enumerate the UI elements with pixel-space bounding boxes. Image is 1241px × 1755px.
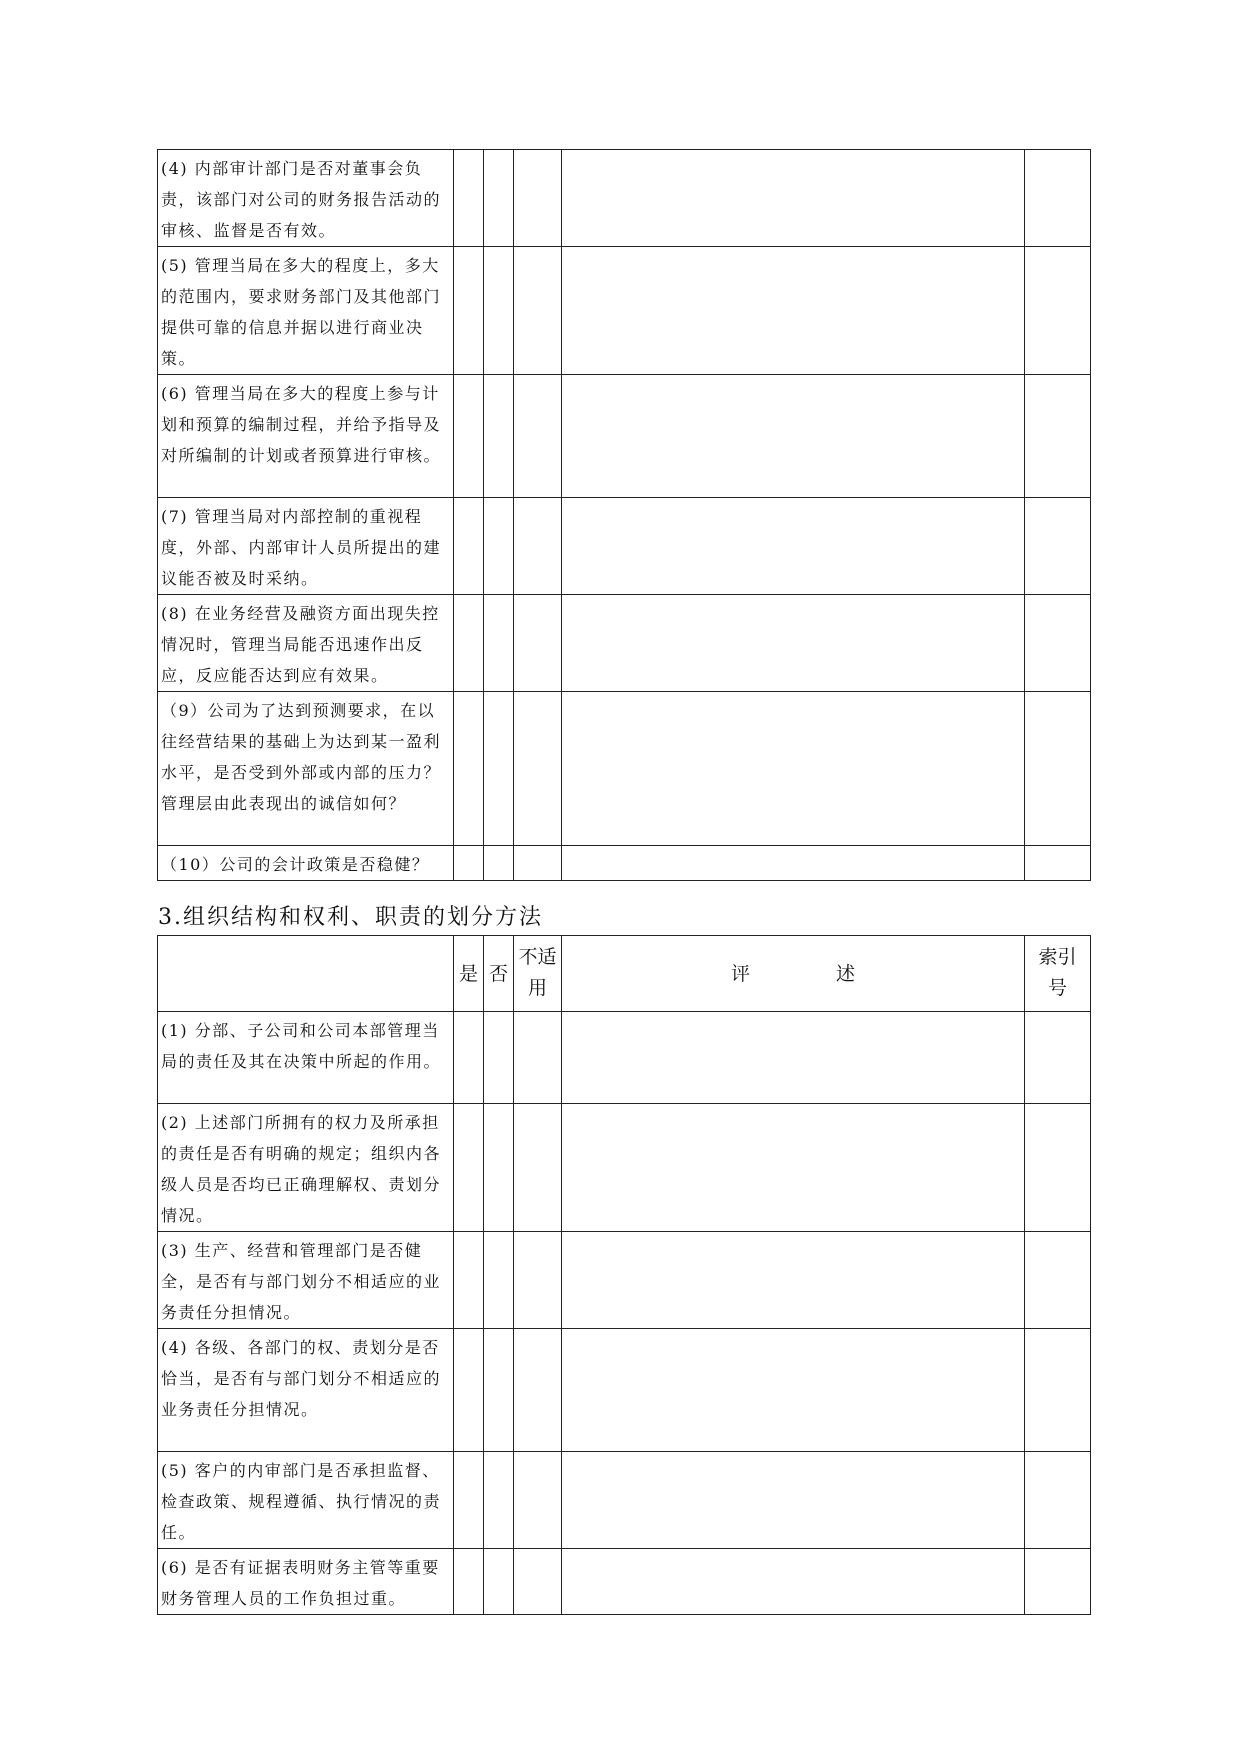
yes-cell[interactable] (454, 1012, 484, 1104)
na-cell[interactable] (514, 1232, 562, 1329)
yes-cell[interactable] (454, 498, 484, 595)
no-cell[interactable] (484, 595, 514, 692)
table-row (158, 846, 1091, 881)
header-row (158, 936, 1091, 1012)
control-checklist-table-1 (157, 149, 1091, 881)
index-cell[interactable] (1025, 1452, 1091, 1549)
yes-cell[interactable] (454, 1104, 484, 1232)
table-row (158, 1012, 1091, 1104)
yes-cell[interactable] (454, 1452, 484, 1549)
index-cell[interactable] (1025, 375, 1091, 498)
yes-cell[interactable] (454, 692, 484, 846)
comment-cell[interactable] (562, 1232, 1025, 1329)
comment-cell[interactable] (562, 692, 1025, 846)
yes-cell[interactable] (454, 247, 484, 375)
index-cell[interactable] (1025, 150, 1091, 247)
comment-header-label: 评 述 (730, 962, 896, 985)
yes-header: 是 (454, 936, 484, 1012)
index-cell[interactable] (1025, 1012, 1091, 1104)
index-cell[interactable] (1025, 1329, 1091, 1452)
no-cell[interactable] (484, 1452, 514, 1549)
na-cell[interactable] (514, 1104, 562, 1232)
comment-cell[interactable] (562, 1549, 1025, 1615)
question-header (158, 936, 454, 1012)
comment-cell[interactable] (562, 498, 1025, 595)
question-cell: (6) 是否有证据表明财务主管等重要财务管理人员的工作负担过重。 (158, 1549, 454, 1615)
no-cell[interactable] (484, 1104, 514, 1232)
table-row (158, 498, 1091, 595)
index-cell[interactable] (1025, 1104, 1091, 1232)
question-cell: (8) 在业务经营及融资方面出现失控情况时，管理当局能否迅速作出反应，反应能否达到应有效果。 (158, 595, 454, 692)
question-cell: （10）公司的会计政策是否稳健？ (158, 846, 454, 881)
index-cell[interactable] (1025, 1232, 1091, 1329)
index-cell[interactable] (1025, 595, 1091, 692)
na-cell[interactable] (514, 595, 562, 692)
yes-cell[interactable] (454, 1329, 484, 1452)
question-cell: (7) 管理当局对内部控制的重视程度，外部、内部审计人员所提出的建议能否被及时采纳。 (158, 498, 454, 595)
yes-cell[interactable] (454, 1232, 484, 1329)
comment-cell[interactable] (562, 1104, 1025, 1232)
question-cell: （9）公司为了达到预测要求，在以往经营结果的基础上为达到某一盈利水平，是否受到外部或内部的压力？管理层由此表现出的诚信如何？ (158, 692, 454, 846)
na-cell[interactable] (514, 1329, 562, 1452)
no-cell[interactable] (484, 498, 514, 595)
comment-cell[interactable] (562, 846, 1025, 881)
na-cell[interactable] (514, 1452, 562, 1549)
comment-cell[interactable] (562, 247, 1025, 375)
table-row (158, 1549, 1091, 1615)
comment-cell[interactable] (562, 595, 1025, 692)
no-cell[interactable] (484, 1549, 514, 1615)
na-cell[interactable] (514, 375, 562, 498)
no-cell[interactable] (484, 1232, 514, 1329)
na-cell[interactable] (514, 692, 562, 846)
index-cell[interactable] (1025, 247, 1091, 375)
control-checklist-table-2 (157, 935, 1091, 1615)
no-header: 否 (484, 936, 514, 1012)
index-cell[interactable] (1025, 692, 1091, 846)
na-cell[interactable] (514, 1549, 562, 1615)
question-cell: (5) 管理当局在多大的程度上，多大的范围内，要求财务部门及其他部门提供可靠的信息并据以进行商业决策。 (158, 247, 454, 375)
table-row (158, 692, 1091, 846)
question-cell: (6) 管理当局在多大的程度上参与计划和预算的编制过程，并给予指导及对所编制的计划或者预算进行审核。 (158, 375, 454, 498)
question-cell: (1) 分部、子公司和公司本部管理当局的责任及其在决策中所起的作用。 (158, 1012, 454, 1104)
index-header: 索引号 (1025, 936, 1091, 1012)
no-cell[interactable] (484, 1329, 514, 1452)
na-cell[interactable] (514, 150, 562, 247)
no-cell[interactable] (484, 846, 514, 881)
question-cell: (2) 上述部门所拥有的权力及所承担的责任是否有明确的规定；组织内各级人员是否均已正确理解权、责划分情况。 (158, 1104, 454, 1232)
na-header: 不适用 (514, 936, 562, 1012)
na-cell[interactable] (514, 846, 562, 881)
no-cell[interactable] (484, 247, 514, 375)
table-row (158, 595, 1091, 692)
comment-cell[interactable] (562, 1452, 1025, 1549)
table-row (158, 1329, 1091, 1452)
question-cell: (5) 客户的内审部门是否承担监督、检查政策、规程遵循、执行情况的责任。 (158, 1452, 454, 1549)
yes-cell[interactable] (454, 150, 484, 247)
index-cell[interactable] (1025, 846, 1091, 881)
yes-cell[interactable] (454, 1549, 484, 1615)
no-cell[interactable] (484, 1012, 514, 1104)
na-cell[interactable] (514, 498, 562, 595)
comment-cell[interactable] (562, 1012, 1025, 1104)
table-row (158, 375, 1091, 498)
table-row (158, 1104, 1091, 1232)
comment-cell[interactable] (562, 1329, 1025, 1452)
index-cell[interactable] (1025, 498, 1091, 595)
table-row (158, 1232, 1091, 1329)
index-cell[interactable] (1025, 1549, 1091, 1615)
question-cell: (4) 各级、各部门的权、责划分是否恰当，是否有与部门划分不相适应的业务责任分担情况。 (158, 1329, 454, 1452)
comment-cell[interactable] (562, 150, 1025, 247)
yes-cell[interactable] (454, 595, 484, 692)
comment-header (562, 936, 1025, 1012)
table-row (158, 247, 1091, 375)
no-cell[interactable] (484, 150, 514, 247)
na-cell[interactable] (514, 247, 562, 375)
yes-cell[interactable] (454, 375, 484, 498)
table-row (158, 1452, 1091, 1549)
section-title: 3.组织结构和权利、职责的划分方法 (158, 905, 543, 930)
yes-cell[interactable] (454, 846, 484, 881)
na-cell[interactable] (514, 1012, 562, 1104)
no-cell[interactable] (484, 375, 514, 498)
no-cell[interactable] (484, 692, 514, 846)
table-row (158, 150, 1091, 247)
comment-cell[interactable] (562, 375, 1025, 498)
question-cell: (3) 生产、经营和管理部门是否健全，是否有与部门划分不相适应的业务责任分担情况。 (158, 1232, 454, 1329)
question-cell: (4) 内部审计部门是否对董事会负责，该部门对公司的财务报告活动的审核、监督是否有效。 (158, 150, 454, 247)
